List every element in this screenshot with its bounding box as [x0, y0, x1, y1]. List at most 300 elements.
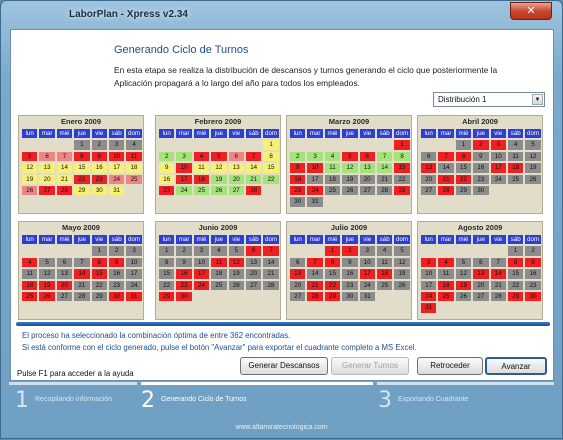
weekday-header: lun	[158, 128, 175, 139]
day-cell[interactable]: 15	[324, 268, 341, 279]
day-cell[interactable]: 27	[245, 280, 262, 291]
day-cell[interactable]: 3	[175, 151, 192, 162]
empty-cell	[490, 196, 507, 207]
day-cell[interactable]: 19	[38, 280, 55, 291]
day-cell[interactable]: 17	[359, 268, 376, 279]
day-cell[interactable]: 24	[175, 185, 192, 196]
day-cell[interactable]: 7	[56, 151, 73, 162]
day-cell[interactable]: 9	[158, 162, 175, 173]
day-cell[interactable]: 16	[175, 268, 192, 279]
day-cell[interactable]: 1	[324, 245, 341, 256]
day-cell[interactable]: 5	[210, 151, 227, 162]
empty-cell	[228, 291, 245, 302]
day-cell[interactable]: 1	[455, 139, 472, 150]
day-cell[interactable]: 28	[73, 291, 90, 302]
day-cell[interactable]: 25	[210, 280, 227, 291]
month-calendar	[417, 115, 543, 214]
day-cell[interactable]: 18	[193, 174, 210, 185]
day-cell[interactable]: 13	[420, 162, 437, 173]
day-cell[interactable]: 26	[524, 174, 541, 185]
day-cell[interactable]: 13	[228, 162, 245, 173]
day-cell[interactable]: 11	[193, 162, 210, 173]
day-cell[interactable]: 4	[376, 245, 393, 256]
step-1-label: Recopilando información	[35, 396, 113, 403]
day-cell[interactable]: 23	[158, 185, 175, 196]
day-cell[interactable]: 9	[175, 257, 192, 268]
day-cell[interactable]: 12	[524, 151, 541, 162]
day-cell[interactable]: 27	[289, 291, 306, 302]
day-cell[interactable]: 26	[210, 185, 227, 196]
day-cell[interactable]: 4	[210, 245, 227, 256]
day-cell[interactable]: 2	[158, 151, 175, 162]
day-cell[interactable]: 22	[158, 280, 175, 291]
day-cell[interactable]: 27	[420, 185, 437, 196]
day-cell[interactable]: 24	[420, 291, 437, 302]
day-cell[interactable]: 16	[158, 174, 175, 185]
day-cell[interactable]: 4	[507, 139, 524, 150]
day-cell[interactable]: 7	[245, 151, 262, 162]
day-cell[interactable]: 11	[437, 268, 454, 279]
chevron-down-icon[interactable]: ▼	[532, 94, 543, 105]
day-cell[interactable]: 7	[73, 257, 90, 268]
day-cell[interactable]: 23	[341, 280, 358, 291]
day-cell[interactable]: 20	[56, 280, 73, 291]
empty-cell	[193, 291, 210, 302]
day-cell[interactable]: 23	[472, 174, 489, 185]
day-cell[interactable]: 9	[91, 151, 108, 162]
avanzar-button[interactable]: Avanzar	[485, 357, 547, 375]
day-cell[interactable]: 17	[108, 162, 125, 173]
day-cell[interactable]: 10	[490, 151, 507, 162]
week-row	[420, 257, 542, 268]
day-cell[interactable]: 30	[91, 185, 108, 196]
day-cell[interactable]: 21	[306, 280, 323, 291]
day-cell[interactable]: 25	[507, 174, 524, 185]
day-cell[interactable]: 16	[91, 162, 108, 173]
day-cell[interactable]: 12	[393, 257, 410, 268]
day-cell[interactable]: 31	[108, 185, 125, 196]
day-cell[interactable]: 14	[437, 162, 454, 173]
day-cell[interactable]: 5	[455, 257, 472, 268]
week-row	[21, 196, 143, 207]
day-cell[interactable]: 26	[21, 185, 38, 196]
day-cell[interactable]: 29	[73, 185, 90, 196]
empty-cell	[262, 302, 279, 313]
day-cell[interactable]: 28	[437, 185, 454, 196]
day-cell[interactable]: 2	[472, 139, 489, 150]
day-cell[interactable]: 16	[108, 268, 125, 279]
day-cell[interactable]: 19	[21, 174, 38, 185]
day-cell[interactable]: 29	[507, 291, 524, 302]
website-link[interactable]: www.altamiratecnologica.com	[235, 424, 328, 431]
day-cell[interactable]: 29	[158, 291, 175, 302]
month-calendar	[155, 221, 281, 320]
day-cell[interactable]: 11	[507, 151, 524, 162]
day-cell[interactable]: 2	[91, 139, 108, 150]
day-cell[interactable]: 28	[245, 185, 262, 196]
day-cell[interactable]: 6	[420, 151, 437, 162]
day-cell[interactable]: 21	[245, 174, 262, 185]
day-cell[interactable]: 22	[91, 280, 108, 291]
day-cell[interactable]: 23	[524, 280, 541, 291]
day-cell[interactable]: 10	[193, 257, 210, 268]
weekday-header: jue	[210, 234, 227, 245]
empty-cell	[125, 302, 142, 313]
day-cell[interactable]: 29	[455, 185, 472, 196]
day-cell[interactable]: 20	[245, 268, 262, 279]
day-cell[interactable]: 18	[125, 162, 142, 173]
day-cell[interactable]: 27	[472, 291, 489, 302]
month-days-grid	[158, 234, 280, 314]
day-cell[interactable]: 3	[193, 245, 210, 256]
day-cell[interactable]: 23	[175, 280, 192, 291]
day-cell[interactable]: 30	[524, 291, 541, 302]
day-cell[interactable]: 10	[108, 151, 125, 162]
day-cell[interactable]: 15	[73, 162, 90, 173]
day-cell[interactable]: 21	[376, 174, 393, 185]
day-cell[interactable]: 14	[262, 257, 279, 268]
day-cell[interactable]: 8	[73, 151, 90, 162]
day-cell[interactable]: 1	[73, 139, 90, 150]
day-cell[interactable]: 17	[125, 268, 142, 279]
day-cell[interactable]: 22	[324, 280, 341, 291]
day-cell[interactable]: 21	[262, 268, 279, 279]
weekday-header: mar	[38, 234, 55, 245]
empty-cell	[175, 196, 192, 207]
day-cell[interactable]: 16	[524, 268, 541, 279]
weekday-header: vie	[91, 234, 108, 245]
day-cell[interactable]: 18	[507, 162, 524, 173]
month-days-grid	[289, 234, 411, 314]
step-1	[15, 388, 113, 413]
weekday-header: lun	[21, 128, 38, 139]
day-cell[interactable]: 16	[472, 162, 489, 173]
day-cell[interactable]: 25	[125, 174, 142, 185]
day-cell[interactable]: 9	[108, 257, 125, 268]
day-cell[interactable]: 3	[125, 245, 142, 256]
day-cell[interactable]: 13	[38, 162, 55, 173]
day-cell[interactable]: 20	[38, 174, 55, 185]
day-cell[interactable]: 16	[289, 174, 306, 185]
weekday-header: mar	[175, 128, 192, 139]
day-cell[interactable]: 13	[359, 162, 376, 173]
day-cell[interactable]: 14	[490, 268, 507, 279]
page-description: En esta etapa se realiza la distribución de descansos y turnos generando el ciclo que posteriormente la Aplicación propagará a lo largo del año para todos los empleados.	[114, 65, 498, 88]
day-cell[interactable]: 15	[91, 268, 108, 279]
day-cell[interactable]: 19	[341, 174, 358, 185]
day-cell[interactable]: 25	[324, 185, 341, 196]
week-row	[289, 268, 411, 279]
day-cell[interactable]: 30	[341, 291, 358, 302]
empty-cell	[455, 302, 472, 313]
day-cell[interactable]: 1	[91, 245, 108, 256]
day-cell[interactable]: 23	[108, 280, 125, 291]
weekday-header-row	[289, 128, 411, 139]
day-cell[interactable]: 27	[228, 185, 245, 196]
day-cell[interactable]: 7	[376, 151, 393, 162]
step-3	[378, 388, 469, 413]
day-cell[interactable]: 21	[73, 280, 90, 291]
day-cell[interactable]: 22	[507, 280, 524, 291]
day-cell[interactable]: 5	[341, 151, 358, 162]
day-cell[interactable]: 14	[306, 268, 323, 279]
day-cell[interactable]: 13	[56, 268, 73, 279]
day-cell[interactable]: 11	[21, 268, 38, 279]
day-cell[interactable]: 22	[262, 174, 279, 185]
day-cell[interactable]: 5	[393, 245, 410, 256]
day-cell[interactable]: 6	[38, 151, 55, 162]
day-cell[interactable]: 22	[73, 174, 90, 185]
day-cell[interactable]: 27	[359, 185, 376, 196]
day-cell[interactable]: 10	[306, 162, 323, 173]
day-cell[interactable]: 13	[289, 268, 306, 279]
day-cell[interactable]: 30	[289, 196, 306, 207]
day-cell[interactable]: 19	[210, 174, 227, 185]
day-cell[interactable]: 29	[324, 291, 341, 302]
help-hint: Pulse F1 para acceder a la ayuda	[17, 369, 134, 378]
day-cell[interactable]: 5	[38, 257, 55, 268]
day-cell[interactable]: 22	[455, 174, 472, 185]
day-cell[interactable]: 29	[393, 185, 410, 196]
week-row	[158, 151, 280, 162]
day-cell[interactable]: 15	[262, 162, 279, 173]
day-cell[interactable]: 8	[262, 151, 279, 162]
day-cell[interactable]: 31	[420, 302, 437, 313]
day-cell[interactable]: 28	[262, 280, 279, 291]
day-cell[interactable]: 16	[341, 268, 358, 279]
day-cell[interactable]: 12	[455, 268, 472, 279]
distribution-dropdown[interactable]	[433, 92, 545, 107]
day-cell[interactable]: 8	[91, 257, 108, 268]
day-cell[interactable]: 4	[324, 151, 341, 162]
empty-cell	[38, 196, 55, 207]
day-cell[interactable]: 24	[193, 280, 210, 291]
day-cell[interactable]: 31	[125, 291, 142, 302]
day-cell[interactable]: 14	[245, 162, 262, 173]
day-cell[interactable]: 6	[359, 151, 376, 162]
day-cell[interactable]: 13	[245, 257, 262, 268]
day-cell[interactable]: 24	[125, 280, 142, 291]
close-button[interactable]: ✕	[510, 2, 552, 20]
day-cell[interactable]: 15	[393, 162, 410, 173]
day-cell[interactable]: 23	[289, 185, 306, 196]
day-cell[interactable]: 22	[393, 174, 410, 185]
day-cell[interactable]: 3	[490, 139, 507, 150]
day-cell[interactable]: 11	[125, 151, 142, 162]
day-cell[interactable]: 20	[228, 174, 245, 185]
day-cell[interactable]: 9	[472, 151, 489, 162]
day-cell[interactable]: 3	[306, 151, 323, 162]
day-cell[interactable]: 7	[306, 257, 323, 268]
day-cell[interactable]: 20	[289, 280, 306, 291]
day-cell[interactable]: 11	[210, 257, 227, 268]
empty-cell	[306, 139, 323, 150]
empty-cell	[437, 196, 454, 207]
day-cell[interactable]: 1	[262, 139, 279, 150]
day-cell[interactable]: 29	[91, 291, 108, 302]
day-cell[interactable]: 7	[437, 151, 454, 162]
empty-cell	[490, 245, 507, 256]
day-cell[interactable]: 28	[376, 185, 393, 196]
day-cell[interactable]: 25	[437, 291, 454, 302]
week-row	[21, 257, 143, 268]
day-cell[interactable]: 24	[306, 185, 323, 196]
day-cell[interactable]: 2	[108, 245, 125, 256]
day-cell[interactable]: 21	[56, 174, 73, 185]
day-cell[interactable]: 10	[175, 162, 192, 173]
day-cell[interactable]: 10	[420, 268, 437, 279]
day-cell[interactable]: 2	[524, 245, 541, 256]
day-cell[interactable]: 24	[490, 174, 507, 185]
day-cell[interactable]: 26	[393, 280, 410, 291]
day-cell[interactable]: 17	[193, 268, 210, 279]
day-cell[interactable]: 30	[108, 291, 125, 302]
day-cell[interactable]: 12	[341, 162, 358, 173]
day-cell[interactable]: 27	[38, 185, 55, 196]
day-cell[interactable]: 6	[472, 257, 489, 268]
day-cell[interactable]: 20	[359, 174, 376, 185]
day-cell[interactable]: 8	[158, 257, 175, 268]
day-cell[interactable]: 26	[341, 185, 358, 196]
day-cell[interactable]: 17	[306, 174, 323, 185]
day-cell[interactable]: 14	[73, 268, 90, 279]
empty-cell	[73, 196, 90, 207]
day-cell[interactable]: 25	[21, 291, 38, 302]
day-cell[interactable]: 17	[490, 162, 507, 173]
day-cell[interactable]: 5	[228, 245, 245, 256]
day-cell[interactable]: 15	[507, 268, 524, 279]
empty-cell	[455, 245, 472, 256]
day-cell[interactable]: 30	[472, 185, 489, 196]
day-cell[interactable]: 23	[91, 174, 108, 185]
day-cell[interactable]: 20	[472, 280, 489, 291]
day-cell[interactable]: 28	[56, 185, 73, 196]
weekday-header: vie	[490, 234, 507, 245]
day-cell[interactable]: 30	[175, 291, 192, 302]
day-cell[interactable]: 28	[490, 291, 507, 302]
day-cell[interactable]: 7	[490, 257, 507, 268]
day-cell[interactable]: 2	[175, 245, 192, 256]
month-days-grid	[289, 128, 411, 208]
day-cell[interactable]: 6	[228, 151, 245, 162]
day-cell[interactable]: 2	[289, 151, 306, 162]
day-cell[interactable]: 12	[38, 268, 55, 279]
weekday-header: sáb	[108, 234, 125, 245]
day-cell[interactable]: 15	[455, 162, 472, 173]
day-cell[interactable]: 24	[359, 280, 376, 291]
day-cell[interactable]: 12	[21, 162, 38, 173]
month-title: Julio 2009	[330, 223, 368, 232]
day-cell[interactable]: 1	[393, 139, 410, 150]
empty-cell	[359, 302, 376, 313]
day-cell[interactable]: 15	[158, 268, 175, 279]
day-cell[interactable]: 13	[472, 268, 489, 279]
day-cell[interactable]: 18	[437, 280, 454, 291]
day-cell[interactable]: 6	[56, 257, 73, 268]
day-cell[interactable]: 4	[21, 257, 38, 268]
day-cell[interactable]: 7	[262, 245, 279, 256]
weekday-header: mié	[324, 234, 341, 245]
day-cell[interactable]: 1	[158, 245, 175, 256]
progress-bar	[16, 322, 550, 326]
day-cell[interactable]: 3	[359, 245, 376, 256]
day-cell[interactable]: 8	[507, 257, 524, 268]
weekday-header: jue	[472, 128, 489, 139]
day-cell[interactable]: 24	[108, 174, 125, 185]
empty-cell	[56, 139, 73, 150]
day-cell[interactable]: 8	[324, 257, 341, 268]
day-cell[interactable]: 19	[228, 268, 245, 279]
day-cell[interactable]: 17	[175, 174, 192, 185]
generar-turnos-button[interactable]: Generar Turnos	[331, 357, 409, 375]
day-cell[interactable]: 9	[341, 257, 358, 268]
day-cell[interactable]: 5	[21, 151, 38, 162]
day-cell[interactable]: 19	[455, 280, 472, 291]
day-cell[interactable]: 18	[210, 268, 227, 279]
day-cell[interactable]: 17	[420, 280, 437, 291]
day-cell[interactable]: 11	[324, 162, 341, 173]
day-cell[interactable]: 28	[306, 291, 323, 302]
day-cell[interactable]: 31	[306, 196, 323, 207]
day-cell[interactable]: 3	[420, 257, 437, 268]
day-cell[interactable]: 14	[376, 162, 393, 173]
day-cell[interactable]: 18	[376, 268, 393, 279]
day-cell[interactable]: 6	[245, 245, 262, 256]
generar-descansos-button[interactable]: Generar Descansos	[240, 357, 328, 375]
day-cell[interactable]: 26	[228, 280, 245, 291]
day-cell[interactable]: 11	[376, 257, 393, 268]
day-cell[interactable]: 21	[437, 174, 454, 185]
day-cell[interactable]: 6	[289, 257, 306, 268]
day-cell[interactable]: 8	[455, 151, 472, 162]
week-row	[21, 185, 143, 196]
day-cell[interactable]: 27	[56, 291, 73, 302]
day-cell[interactable]: 18	[324, 174, 341, 185]
title-bar[interactable]	[1, 1, 562, 29]
day-cell[interactable]: 19	[393, 268, 410, 279]
day-cell[interactable]: 9	[289, 162, 306, 173]
empty-cell	[359, 196, 376, 207]
day-cell[interactable]: 12	[210, 162, 227, 173]
day-cell[interactable]: 8	[393, 151, 410, 162]
day-cell[interactable]: 10	[125, 257, 142, 268]
day-cell[interactable]: 25	[376, 280, 393, 291]
day-cell[interactable]: 9	[524, 257, 541, 268]
day-cell[interactable]: 12	[228, 257, 245, 268]
day-cell[interactable]: 21	[490, 280, 507, 291]
retroceder-button[interactable]: Retroceder	[417, 357, 483, 375]
day-cell[interactable]: 26	[38, 291, 55, 302]
day-cell[interactable]: 3	[108, 139, 125, 150]
weekday-header-row	[21, 234, 143, 245]
day-cell[interactable]: 5	[524, 139, 541, 150]
day-cell[interactable]: 4	[193, 151, 210, 162]
day-cell[interactable]: 4	[125, 139, 142, 150]
day-cell[interactable]: 20	[420, 174, 437, 185]
day-cell[interactable]: 31	[359, 291, 376, 302]
day-cell[interactable]: 4	[437, 257, 454, 268]
day-cell[interactable]: 2	[341, 245, 358, 256]
day-cell[interactable]: 26	[455, 291, 472, 302]
day-cell[interactable]: 10	[359, 257, 376, 268]
day-cell[interactable]: 19	[524, 162, 541, 173]
day-cell[interactable]: 1	[507, 245, 524, 256]
day-cell[interactable]: 18	[21, 280, 38, 291]
month-calendar	[155, 115, 281, 214]
day-cell[interactable]: 25	[193, 185, 210, 196]
wizard-panel	[10, 29, 554, 381]
day-cell[interactable]: 14	[56, 162, 73, 173]
